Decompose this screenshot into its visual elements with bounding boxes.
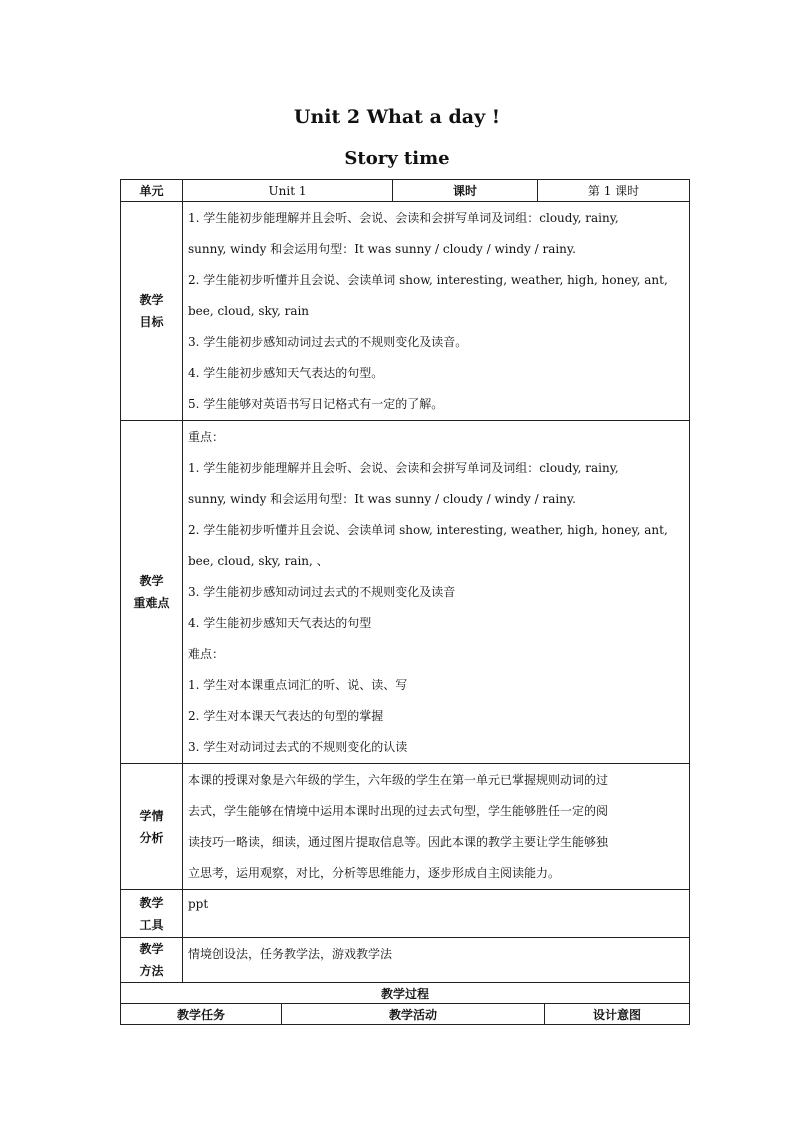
page-title: Unit 2 What a day ! [293, 106, 501, 128]
tools-label-line2: 工具 [139, 917, 164, 932]
period-label: 课时 [393, 180, 538, 202]
tools-row [121, 890, 690, 938]
key-points-line-6: 3. 学生能初步感知动词过去式的不规则变化及读音 [188, 584, 456, 599]
tools-value: ppt [183, 890, 690, 938]
process-columns-row [121, 1004, 690, 1025]
col-task: 教学任务 [121, 1004, 282, 1025]
analysis-row [121, 764, 690, 890]
lesson-plan-table [120, 179, 690, 1025]
objectives-content [183, 202, 690, 421]
key-points-line-5: bee, cloud, sky, rain, 、 [188, 553, 329, 568]
key-points-line-1: 重点： [188, 429, 225, 444]
objectives-line-4: bee, cloud, sky, rain [188, 303, 310, 318]
methods-label [121, 938, 183, 983]
analysis-line-4: 立思考，运用观察，对比，分析等思维能力，逐步形成自主阅读能力。 [188, 865, 561, 880]
objectives-label-line2: 目标 [139, 315, 164, 329]
objectives-line-2: sunny, windy 和会运用句型：It was sunny / cloudy / windy / rainy. [188, 241, 576, 256]
methods-label-line1: 教学 [139, 942, 164, 956]
analysis-label-line2: 分析 [139, 830, 164, 845]
tools-label [121, 890, 183, 938]
header-row [121, 180, 690, 202]
unit-label: 单元 [121, 180, 183, 202]
key-points-line-4: 2. 学生能初步听懂并且会说、会读单词 show, interesting, weather, high, honey, ant, [188, 522, 668, 537]
analysis-label-line1: 学情 [139, 808, 164, 823]
key-points-label [121, 421, 183, 764]
objectives-line-1: 1. 学生能初步能理解并且会听、会说、会读和会拼写单词及词组：cloudy, rainy, [188, 210, 619, 225]
key-points-row [121, 421, 690, 764]
objectives-label-line1: 教学 [139, 293, 164, 307]
key-points-line-3: sunny, windy 和会运用句型：It was sunny / cloudy / windy / rainy. [188, 491, 576, 506]
key-points-line-2: 1. 学生能初步能理解并且会听、会说、会读和会拼写单词及词组：cloudy, rainy, [188, 460, 619, 475]
objectives-line-6: 4. 学生能初步感知天气表达的句型。 [188, 365, 384, 380]
key-points-line-11: 3. 学生对动词过去式的不规则变化的认读 [188, 739, 408, 754]
process-title-row [121, 983, 690, 1004]
analysis-line-2: 去式，学生能够在情境中运用本课时出现的过去式句型，学生能够胜任一定的阅 [188, 803, 609, 818]
analysis-line-1: 本课的授课对象是六年级的学生，六年级的学生在第一单元已掌握规则动词的过 [188, 772, 609, 787]
col-intent: 设计意图 [545, 1004, 690, 1025]
col-activity: 教学活动 [282, 1004, 545, 1025]
key-points-line-8: 难点： [188, 646, 225, 661]
objectives-row [121, 202, 690, 421]
process-title: 教学过程 [121, 983, 690, 1004]
key-points-line-10: 2. 学生对本课天气表达的句型的掌握 [188, 708, 384, 723]
analysis-label [121, 764, 183, 890]
objectives-line-3: 2. 学生能初步听懂并且会说、会读单词 show, interesting, weather, high, honey, ant, [188, 272, 668, 287]
objectives-line-5: 3. 学生能初步感知动词过去式的不规则变化及读音。 [188, 334, 468, 349]
analysis-content [183, 764, 690, 890]
methods-row [121, 938, 690, 983]
tools-label-line1: 教学 [139, 895, 164, 910]
key-points-line-7: 4. 学生能初步感知天气表达的句型 [188, 615, 372, 630]
key-points-label-line2: 重难点 [133, 596, 170, 610]
page-subtitle: Story time [344, 148, 450, 169]
key-points-label-line1: 教学 [139, 574, 164, 588]
methods-value: 情境创设法，任务教学法，游戏教学法 [183, 938, 690, 983]
key-points-line-9: 1. 学生对本课重点词汇的听、说、读、写 [188, 677, 408, 692]
objectives-line-7: 5. 学生能够对英语书写日记格式有一定的了解。 [188, 396, 444, 411]
key-points-content [183, 421, 690, 764]
methods-label-line2: 方法 [139, 964, 164, 978]
objectives-label [121, 202, 183, 421]
unit-value: Unit 1 [183, 180, 393, 202]
analysis-line-3: 读技巧一略读，细读，通过图片提取信息等。因此本课的教学主要让学生能够独 [188, 834, 609, 849]
period-value: 第 1 课时 [538, 180, 690, 202]
